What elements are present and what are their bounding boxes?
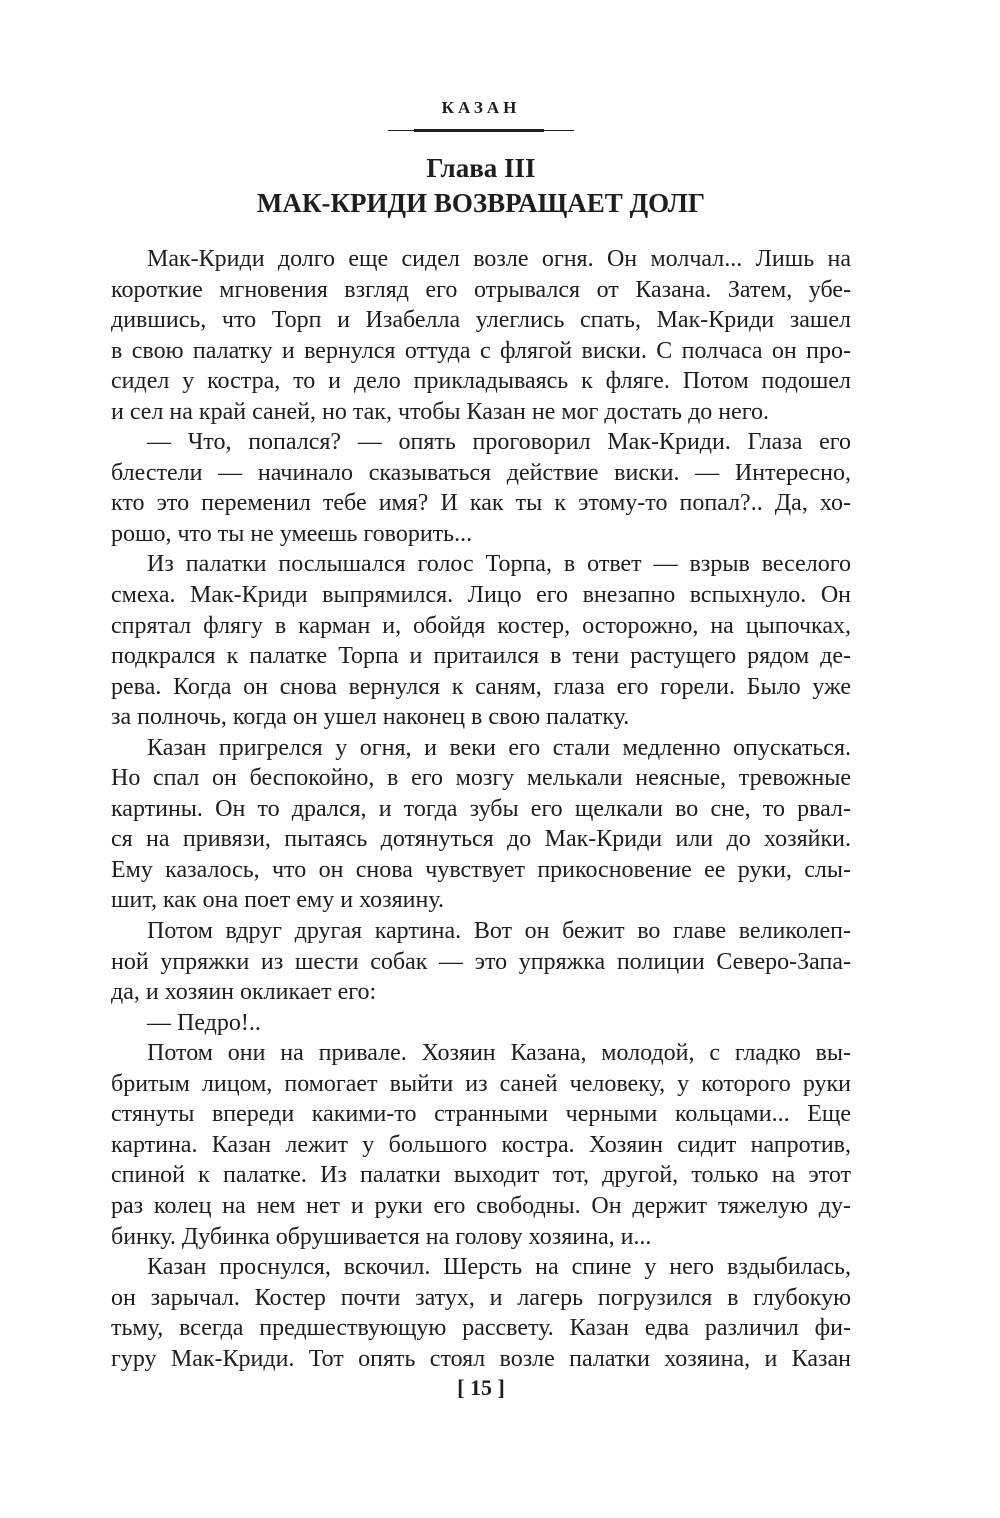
- text-line: спиной к палатке. Из палатки выходит тот, другой, только на этот: [111, 1162, 851, 1189]
- text-line: Из палатки послышался голос Торпа, в ответ — взрыв веселого: [147, 551, 851, 578]
- text-body: [111, 244, 851, 1374]
- chapter-number: Глава III: [426, 153, 536, 183]
- text-line: короткие мгновения взгляд его отрывался от Казана. Затем, убе-: [111, 276, 851, 303]
- text-line: Ему казалось, что он снова чувствует прикосновение ее руки, слы-: [111, 856, 851, 883]
- text-line: ной упряжки из шести собак — это упряжка полиции Северо-Запа-: [111, 948, 851, 975]
- text-line: бинку. Дубинка обрушивается на голову хозяина, и...: [111, 1223, 652, 1250]
- text-line: Казан пригрелся у огня, и веки его стали медленно опускаться.: [147, 734, 851, 761]
- text-line: стянуты впереди какими-то странными черными кольцами... Еще: [111, 1101, 851, 1128]
- text-line: сидел у костра, то и дело прикладываясь к фляге. Потом подошел: [111, 368, 851, 395]
- chapter-title: МАК-КРИДИ ВОЗВРАЩАЕТ ДОЛГ: [256, 188, 706, 218]
- text-line: раз колец на нем нет и руки его свободны. Он держит тяжелую ду-: [111, 1192, 851, 1219]
- text-line: подкрался к палатке Торпа и притаился в тени растущего рядом де-: [111, 643, 851, 670]
- text-line: рошо, что ты не умеешь говорить...: [111, 520, 473, 547]
- text-line: — Что, попался? — опять проговорил Мак-Криди. Глаза его: [147, 429, 851, 456]
- text-line: дившись, что Торп и Изабелла улеглись спать, Мак-Криди зашел: [111, 307, 851, 334]
- text-line: Потом вдруг другая картина. Вот он бежит во главе великолеп-: [147, 918, 851, 945]
- text-line: за полночь, когда он ушел наконец в свою палатку.: [111, 704, 630, 731]
- text-line: рева. Когда он снова вернулся к саням, глаза его горели. Было уже: [111, 673, 851, 700]
- header-rule-accent: [414, 129, 544, 132]
- text-line: он зарычал. Костер почти затух, и лагерь погрузился в глубокую: [111, 1284, 851, 1311]
- text-line: в свою палатку и вернулся оттуда с флягой виски. С полчаса он про-: [111, 337, 851, 364]
- text-line: и сел на край саней, но так, чтобы Казан не мог достать до него.: [111, 398, 770, 425]
- text-line: бритым лицом, помогает выйти из саней человеку, у которого руки: [111, 1070, 851, 1097]
- text-line: гуру Мак-Криди. Тот опять стоял возле палатки хозяина, и Казан: [111, 1345, 851, 1372]
- text-line: Потом они на привале. Хозяин Казана, молодой, с гладко вы-: [147, 1040, 851, 1067]
- text-line: блестели — начинало сказываться действие виски. — Интересно,: [111, 459, 851, 486]
- text-line: картины. Он то дрался, и тогда зубы его щелкали во сне, то рвал-: [111, 795, 851, 822]
- text-line: тьму, всегда предшествующую рассвету. Казан едва различил фи-: [111, 1315, 851, 1342]
- text-line: спрятал флягу в карман и, обойдя костер, осторожно, на цыпочках,: [111, 612, 851, 639]
- text-line: да, и хозяин окликает его:: [111, 979, 377, 1006]
- text-line: смеха. Мак-Криди выпрямился. Лицо его внезапно вспыхнуло. Он: [111, 582, 851, 609]
- text-line: кто это переменил тебе имя? И как ты к этому-то попал?.. Да, хо-: [111, 490, 851, 517]
- text-line: шит, как она поет ему и хозяину.: [111, 887, 444, 914]
- text-line: картина. Казан лежит у большого костра. Хозяин сидит напротив,: [111, 1131, 851, 1158]
- text-line: ся на привязи, пытаясь дотянуться до Мак-Криди или до хозяйки.: [111, 826, 851, 853]
- text-line: — Педро!..: [147, 1009, 261, 1036]
- text-line: Но спал он беспокойно, в его мозгу мелькали неясные, тревожные: [111, 765, 851, 792]
- text-line: Казан проснулся, вскочил. Шерсть на спине у него вздыбилась,: [147, 1254, 851, 1281]
- running-header: КАЗАН: [441, 98, 521, 117]
- text-line: Мак-Криди долго еще сидел возле огня. Он молчал... Лишь на: [147, 246, 851, 272]
- page-number: [ 15 ]: [457, 1375, 505, 1400]
